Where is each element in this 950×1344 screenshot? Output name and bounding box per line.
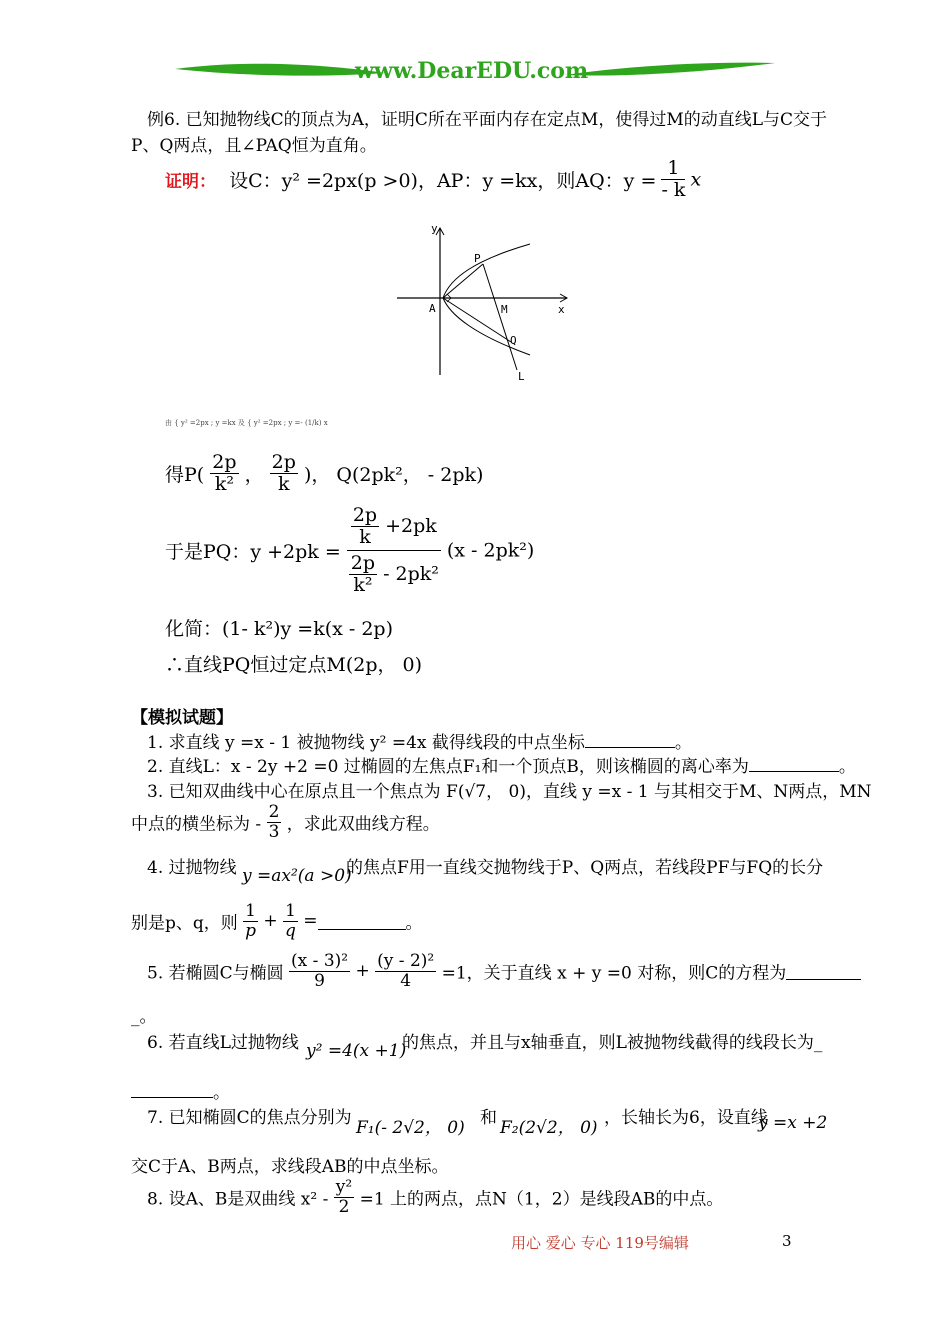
point-coordinates bbox=[165, 452, 483, 502]
aq-denominator: - k bbox=[661, 178, 686, 201]
footer-slogan: 用心 爱心 专心 119号编辑 bbox=[511, 1234, 689, 1252]
exercise-7-f2: F₂(2√2， 0) bbox=[500, 1118, 598, 1138]
exercise-6-blank bbox=[131, 1080, 213, 1098]
pq-bot-n: 2p bbox=[350, 551, 376, 574]
pq-top-tail: +2pk bbox=[385, 514, 437, 537]
exercise-5-n1: (x - 3)² bbox=[291, 951, 349, 971]
exercise-8-pre: 8. 设A、B是双曲线 x² - bbox=[147, 1189, 329, 1210]
exercise-1-text: 1. 求直线 y =x - 1 被抛物线 y² =4x 截得线段的中点坐标 bbox=[147, 733, 585, 753]
exercise-3-line-1: 3. 已知双曲线中心在原点且一个焦点为 F(√7， 0)，直线 y =x - 1 与其相交于M、N两点，MN bbox=[147, 782, 872, 802]
aq-numerator: 1 bbox=[661, 158, 685, 180]
exercise-5-pre: 5. 若椭圆C与椭圆 bbox=[147, 963, 284, 984]
exercise-5-n2: (y - 2)² bbox=[377, 951, 435, 971]
pq-equation bbox=[165, 505, 534, 601]
aq-variable: x bbox=[690, 168, 702, 191]
page-number: 3 bbox=[782, 1232, 792, 1250]
p-x-fraction bbox=[210, 452, 238, 495]
y-axis-label: y bbox=[431, 222, 438, 235]
p-y-fraction bbox=[270, 452, 298, 495]
exercise-4-n1: 1 bbox=[245, 901, 256, 921]
exercise-3-fraction bbox=[267, 803, 282, 841]
left-swoosh bbox=[175, 64, 385, 76]
simplify-line: 化简：(1- k²)y =k(x - 2p) bbox=[165, 618, 394, 640]
exercise-4-d1: p bbox=[245, 920, 257, 941]
p-y-num: 2p bbox=[271, 451, 296, 473]
parabola-figure bbox=[395, 220, 575, 385]
get-q-text: )， Q(2pk²， - 2pk) bbox=[303, 463, 484, 486]
exercise-4-a: 4. 过抛物线 bbox=[147, 858, 237, 878]
exercise-4-plus: + bbox=[263, 911, 278, 932]
exercise-4-blank bbox=[318, 912, 406, 930]
exercise-5-cont bbox=[131, 1002, 157, 1027]
line-l bbox=[483, 264, 517, 370]
pq-top-frac bbox=[351, 505, 379, 548]
pq-tail: (x - 2pk²) bbox=[446, 539, 535, 562]
pq-bot-d: k² bbox=[353, 573, 373, 596]
exercise-3-line-2 bbox=[131, 803, 440, 849]
point-p-label: P bbox=[474, 252, 481, 265]
exercise-4-formula: y =ax²(a >0) bbox=[242, 866, 352, 886]
exercise-4-end: 。 bbox=[405, 913, 423, 934]
site-logo-text: www.DearEDU.com bbox=[355, 58, 589, 84]
exercise-6-formula: y² =4(x +1) bbox=[306, 1041, 407, 1061]
segment-ap bbox=[443, 264, 483, 298]
exercise-5-end: 。 bbox=[139, 1007, 157, 1027]
exercise-6-b: 的焦点，并且与x轴垂直，则L被抛物线截得的线段长为_ bbox=[402, 1033, 823, 1053]
exercise-5-plus: + bbox=[355, 961, 370, 982]
exercise-6-end: 。 bbox=[213, 1083, 230, 1103]
exercise-4-post: = bbox=[303, 911, 318, 932]
exercise-4-line-2 bbox=[131, 902, 423, 948]
exercise-5-frac-2 bbox=[375, 952, 436, 990]
exercise-8-post: =1 上的两点，点N（1，2）是线段AB的中点。 bbox=[359, 1189, 724, 1210]
p-y-den: k bbox=[278, 472, 290, 495]
pq-top-d: k bbox=[359, 525, 371, 548]
pq-bot-frac bbox=[349, 553, 377, 596]
aq-fraction bbox=[661, 158, 685, 201]
proof-setup bbox=[165, 158, 701, 202]
line-l-label: L bbox=[518, 370, 525, 383]
exercise-8-den: 2 bbox=[338, 1196, 350, 1217]
exercise-1-end: 。 bbox=[674, 733, 692, 753]
p-x-num: 2p bbox=[212, 451, 237, 473]
exercise-2 bbox=[147, 752, 856, 777]
exercise-5 bbox=[147, 952, 861, 1000]
exercise-3-pre: 中点的横坐标为 - bbox=[131, 814, 262, 835]
exercise-4-pre: 别是p、q，则 bbox=[131, 913, 238, 934]
exercise-7-f1: F₁(- 2√2， 0) bbox=[356, 1118, 465, 1138]
exercise-5-d1: 9 bbox=[314, 970, 325, 991]
exercise-4-frac-1 bbox=[243, 902, 258, 940]
pq-slope-top bbox=[347, 505, 441, 551]
exercise-4-frac-2 bbox=[283, 902, 298, 940]
p-comma: ， bbox=[244, 463, 264, 486]
pq-slope-fraction bbox=[347, 505, 441, 596]
exercise-6-cont bbox=[131, 1078, 230, 1103]
pq-bot-tail: - 2pk² bbox=[383, 562, 439, 585]
exercise-4-d2: q bbox=[285, 920, 296, 941]
p-x-den: k² bbox=[214, 472, 234, 495]
proof-setup-text: 设C：y² =2px(p >0)，AP：y =kx，则AQ：y = bbox=[229, 169, 657, 192]
exercise-5-post: =1，关于直线 x + y =0 对称，则C的方程为 bbox=[441, 963, 787, 984]
exercise-5-blank bbox=[786, 962, 861, 980]
exercise-2-blank bbox=[749, 754, 839, 772]
exercise-5-cont-blank: _ bbox=[131, 1007, 140, 1027]
exercise-5-d2: 4 bbox=[400, 970, 412, 991]
pq-top-n: 2p bbox=[352, 504, 378, 526]
get-p-prefix: 得P( bbox=[165, 463, 205, 486]
exercise-7-c: 交C于A、B两点，求线段AB的中点坐标。 bbox=[131, 1157, 449, 1177]
proof-label: 证明： bbox=[165, 171, 216, 192]
point-a-label: A bbox=[429, 302, 436, 315]
exercise-2-text: 2. 直线L：x - 2y +2 =0 过椭圆的左焦点F₁和一个顶点B，则该椭圆的离心率为 bbox=[147, 757, 749, 777]
right-swoosh bbox=[565, 63, 775, 76]
exercise-3-den: 3 bbox=[268, 821, 280, 842]
exercise-7-line: y =x +2 bbox=[758, 1113, 828, 1133]
exercise-1-blank bbox=[585, 730, 675, 748]
point-m-label: M bbox=[501, 303, 508, 316]
exercise-4-n2: 1 bbox=[285, 901, 296, 921]
example-line-2: P、Q两点，且∠PAQ恒为直角。 bbox=[131, 136, 377, 156]
exercise-4-b: 的焦点F用一直线交抛物线于P、Q两点，若线段PF与FQ的长分 bbox=[346, 858, 824, 878]
exercise-2-end: 。 bbox=[838, 757, 856, 777]
parabola-upper bbox=[443, 244, 530, 298]
x-axis-label: x bbox=[558, 303, 565, 316]
exercise-8-frac bbox=[334, 1178, 354, 1216]
exercise-3-num: 2 bbox=[268, 802, 280, 822]
exercise-8 bbox=[147, 1178, 723, 1224]
exercise-7-and: 和 bbox=[480, 1108, 497, 1128]
exercise-7-b: ，长轴长为6，设直线 bbox=[604, 1108, 768, 1128]
exercise-3-post: ，求此双曲线方程。 bbox=[286, 814, 440, 835]
exercise-8-num: y² bbox=[335, 1177, 353, 1197]
therefore-line: ∴直线PQ恒过定点M(2p， 0) bbox=[165, 654, 423, 676]
exercise-5-frac-1 bbox=[289, 952, 350, 990]
exercise-7-a: 7. 已知椭圆C的焦点分别为 bbox=[147, 1108, 352, 1128]
system-of-equations: 由 { y² =2px ; y =kx 及 { y² =2px ; y =- (1/k) x bbox=[165, 419, 328, 427]
pq-lead: 于是PQ：y +2pk = bbox=[165, 540, 341, 563]
exercises-title: 【模拟试题】 bbox=[131, 708, 233, 728]
example-line-1: 例6. 已知抛物线C的顶点为A，证明C所在平面内存在定点M，使得过M的动直线L与C交于 bbox=[147, 110, 828, 130]
pq-slope-bottom bbox=[347, 551, 441, 596]
exercise-1 bbox=[147, 728, 692, 753]
exercise-6-a: 6. 若直线L过抛物线 bbox=[147, 1033, 299, 1053]
point-q-label: Q bbox=[510, 334, 517, 347]
